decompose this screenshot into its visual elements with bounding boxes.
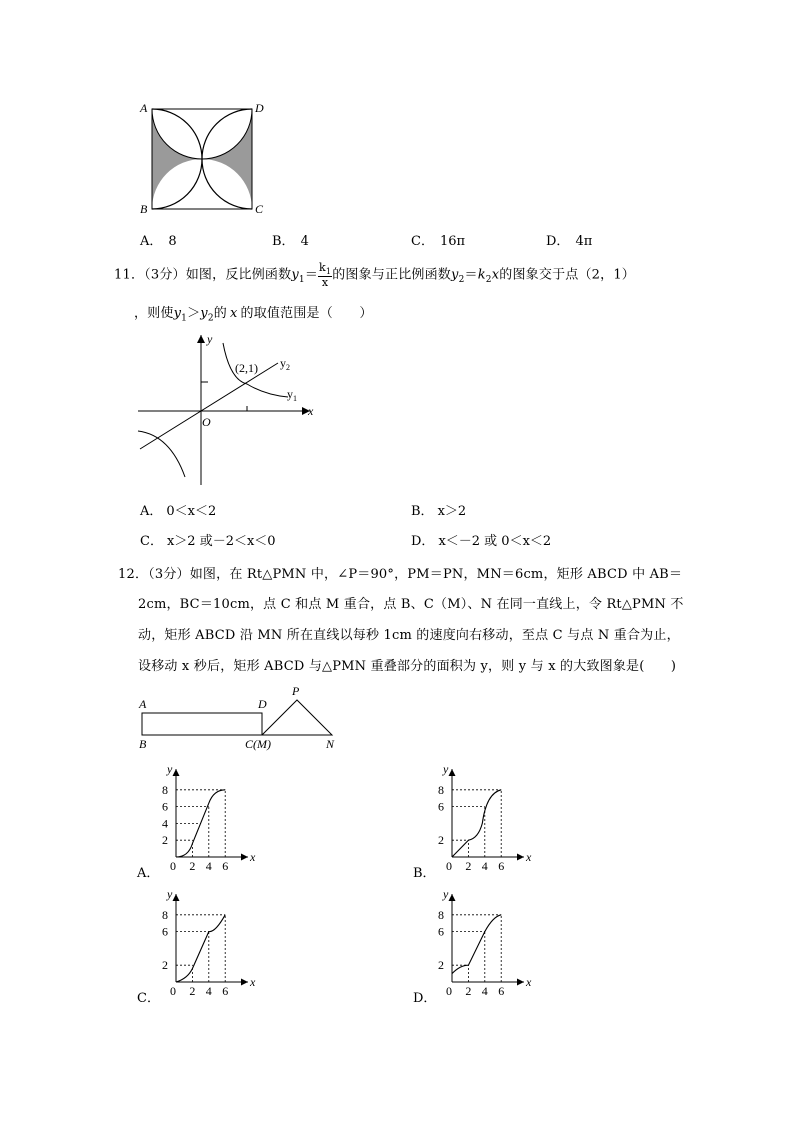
q11-y-label: y	[207, 332, 213, 346]
q11-point-label: (2,1)	[235, 361, 258, 375]
q12-graph-x-arrow	[517, 979, 524, 986]
q12-graph-y-arrow	[173, 769, 180, 776]
q12-graph-y-arrow	[449, 769, 456, 776]
q12-graph-xtick: 4	[481, 984, 488, 998]
q12-graph-xtick: 2	[465, 984, 472, 998]
q12-graph-curve	[452, 915, 501, 974]
q11-x-label: x	[308, 404, 314, 418]
q12-graph-y-label: y	[167, 765, 173, 776]
q12-option-a[interactable]: A．	[137, 866, 160, 881]
q12-graph-xtick: 0	[170, 984, 176, 998]
q11-option-c[interactable]: C． x＞2 或－2＜x＜0	[140, 534, 276, 549]
q12-graph-xtick: 6	[498, 859, 505, 873]
q12-stem-line1: 12．（3分）如图，在 Rt△PMN 中，∠P＝90°，PM＝PN，MN＝6cm，矩形 ABCD 中 AB＝	[118, 567, 683, 582]
q10-label-a: A	[140, 101, 148, 115]
q12-option-c[interactable]: C．	[137, 991, 160, 1006]
q10-label-c: C	[255, 202, 264, 216]
q12-graph-ytick: 2	[162, 833, 168, 848]
q12-graph-y-arrow	[173, 894, 180, 901]
q11-origin-label: O	[202, 415, 211, 429]
q12-graph-ytick: 6	[162, 924, 168, 939]
q12-graph-xtick: 0	[446, 859, 452, 873]
q12-graph-xtick: 2	[189, 859, 196, 873]
q12-graph-xtick: 4	[205, 859, 212, 873]
q12-graph-ytick: 2	[162, 958, 168, 973]
q10-figure	[130, 96, 270, 218]
q12-rectangle-abcd	[142, 713, 262, 735]
q12-graph-ytick: 2	[438, 958, 444, 973]
q12-triangle-pmn	[262, 700, 332, 735]
q12-graph-xtick: 2	[465, 859, 472, 873]
q12-graph-x-arrow	[517, 854, 524, 861]
q12-graph-ytick: 6	[438, 799, 444, 814]
q10-option-d[interactable]: D． 4π	[546, 234, 593, 249]
q12-graph-x-label: x	[250, 850, 256, 864]
q12-label-p: P	[292, 684, 300, 698]
q11-stem-line2: ，则使$y_1>y_2$的 x 的取值范围是（ ）	[134, 306, 373, 324]
q12-graph-xtick: 0	[170, 859, 176, 873]
q12-graph-ytick: 8	[438, 782, 444, 797]
q12-graph-x-label: x	[250, 975, 256, 989]
q11-y-arrow	[197, 335, 205, 343]
q12-graph-y-label: y	[167, 890, 173, 901]
q12-graph-xtick: 6	[222, 984, 229, 998]
q12-graph-x-arrow	[241, 979, 248, 986]
q10-option-c[interactable]: C． 16π	[411, 234, 466, 249]
q12-graph-y-arrow	[449, 894, 456, 901]
q10-label-d: D	[255, 101, 264, 115]
q12-graph-xtick: 4	[481, 859, 488, 873]
q12-graph-curve	[452, 790, 501, 857]
q12-graph-ytick: 6	[162, 799, 168, 814]
q12-label-n: N	[326, 737, 335, 751]
q12-graph-ytick: 8	[162, 907, 168, 922]
q11-hyperbola-branch3	[138, 431, 185, 477]
q12-option-d[interactable]: D．	[413, 991, 437, 1006]
q11-fraction: $\frac{k_1}{x}$	[319, 261, 332, 290]
q12-label-b: B	[139, 737, 147, 751]
q12-graph-ytick: 8	[162, 782, 168, 797]
q12-stem-line2: 2cm，BC＝10cm，点 C 和点 M 重合，点 B、C（M）、N 在同一直线上，令 Rt△PMN 不	[138, 597, 684, 612]
q11-y2-label: $y_2$	[280, 356, 290, 372]
q11-stem-line1: 11．（3分）如图，反比例函数$y_1=$ $\frac{k_1}{x}$ 的图象与正比例函数$y_2=k_2x$的图象交于点（2，1）	[114, 261, 636, 290]
q11-graph	[130, 325, 330, 490]
q12-graph-ytick: 8	[438, 907, 444, 922]
q12-graph-ytick: 6	[438, 924, 444, 939]
q12-graph-y-label: y	[443, 765, 449, 776]
q12-graph-y-label: y	[443, 890, 449, 901]
q12-graph-ytick: 4	[162, 816, 168, 831]
q11-line-y2	[140, 363, 278, 449]
q12-graph-xtick: 6	[498, 984, 505, 998]
q12-graph-xtick: 4	[205, 984, 212, 998]
q11-y1-label: $y_1$	[287, 387, 297, 403]
q12-option-b[interactable]: B．	[413, 866, 436, 881]
q12-label-d: D	[258, 697, 267, 711]
q12-graph-x-label: x	[526, 975, 532, 989]
q12-graph-curve	[176, 790, 225, 857]
q12-graph-x-arrow	[241, 854, 248, 861]
q12-graph-ytick: 2	[438, 833, 444, 848]
q12-graph-xtick: 0	[446, 984, 452, 998]
q12-graph-x-label: x	[526, 850, 532, 864]
q12-stem-line3: 动，矩形 ABCD 沿 MN 所在直线以每秒 1cm 的速度向右移动，至点 C 与点 N 重合为止，	[138, 628, 680, 643]
q12-graph-curve	[176, 915, 225, 982]
q12-label-a: A	[139, 697, 147, 711]
q10-option-a[interactable]: A． 8	[140, 234, 177, 249]
q12-stem-line4: 设移动 x 秒后，矩形 ABCD 与△PMN 重叠部分的面积为 y，则 y 与 x 的大致图象是( )	[138, 659, 677, 674]
q11-option-a[interactable]: A． 0＜x＜2	[140, 504, 217, 519]
q10-option-b[interactable]: B． 4	[272, 234, 309, 249]
q12-label-cm: C(M)	[245, 737, 271, 751]
q11-option-d[interactable]: D． x＜－2 或 0＜x＜2	[411, 534, 552, 549]
q10-label-b: B	[140, 202, 148, 216]
q12-figure	[132, 680, 352, 755]
q11-option-b[interactable]: B． x＞2	[411, 504, 467, 519]
q12-graph-xtick: 2	[189, 984, 196, 998]
q12-graph-xtick: 6	[222, 859, 229, 873]
